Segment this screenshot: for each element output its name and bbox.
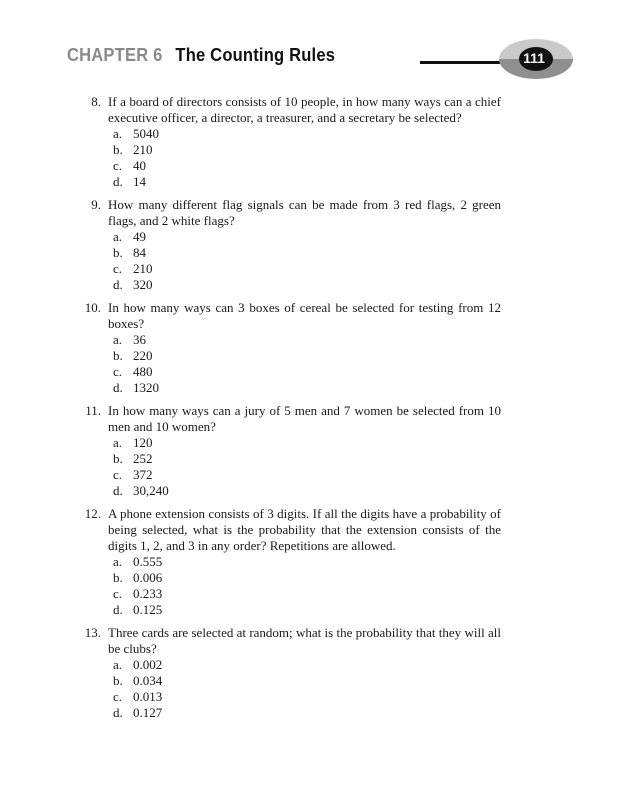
answer-options bbox=[113, 554, 501, 618]
option-letter: b. bbox=[113, 673, 123, 688]
answer-option bbox=[113, 277, 501, 293]
question-item bbox=[80, 506, 501, 618]
option-value: 5040 bbox=[133, 126, 159, 141]
question-number: 13. bbox=[84, 625, 101, 640]
answer-option bbox=[113, 261, 501, 277]
answer-option bbox=[113, 348, 501, 364]
chapter-title: The Counting Rules bbox=[175, 45, 336, 65]
option-value: 0.013 bbox=[133, 689, 163, 704]
answer-option bbox=[113, 705, 501, 721]
answer-options bbox=[113, 126, 501, 190]
option-value: 0.127 bbox=[133, 705, 163, 720]
option-letter: b. bbox=[113, 451, 123, 466]
chapter-label: CHAPTER 6 bbox=[67, 45, 163, 65]
question-item bbox=[80, 94, 501, 190]
question-number: 9. bbox=[91, 197, 101, 212]
option-letter: a. bbox=[113, 229, 123, 244]
answer-option bbox=[113, 380, 501, 396]
option-value: 30,240 bbox=[133, 483, 169, 498]
option-value: 84 bbox=[133, 245, 146, 260]
option-value: 0.125 bbox=[133, 602, 163, 617]
question-text: In how many ways can 3 boxes of cereal be selected for testing from 12 boxes? bbox=[108, 300, 501, 331]
answer-option bbox=[113, 554, 501, 570]
option-letter: b. bbox=[113, 570, 123, 585]
question-item bbox=[80, 197, 501, 293]
question-number: 10. bbox=[84, 300, 101, 315]
answer-option bbox=[113, 689, 501, 705]
option-letter: c. bbox=[113, 586, 123, 601]
answer-option bbox=[113, 570, 501, 586]
option-letter: d. bbox=[113, 483, 123, 498]
option-value: 40 bbox=[133, 158, 146, 173]
option-value: 36 bbox=[133, 332, 146, 347]
answer-option bbox=[113, 126, 501, 142]
question-number: 12. bbox=[84, 506, 101, 521]
option-letter: a. bbox=[113, 657, 123, 672]
option-letter: b. bbox=[113, 245, 123, 260]
option-letter: c. bbox=[113, 261, 123, 276]
option-value: 210 bbox=[133, 142, 153, 157]
page-number: 111 bbox=[523, 50, 545, 66]
answer-option bbox=[113, 332, 501, 348]
option-letter: d. bbox=[113, 380, 123, 395]
answer-option bbox=[113, 657, 501, 673]
option-letter: c. bbox=[113, 467, 123, 482]
option-letter: c. bbox=[113, 158, 123, 173]
answer-option bbox=[113, 142, 501, 158]
answer-option bbox=[113, 586, 501, 602]
option-value: 0.555 bbox=[133, 554, 163, 569]
question-item bbox=[80, 403, 501, 499]
option-value: 320 bbox=[133, 277, 153, 292]
option-value: 1320 bbox=[133, 380, 159, 395]
answer-options bbox=[113, 435, 501, 499]
question-number: 11. bbox=[85, 403, 101, 418]
question-text: Three cards are selected at random; what is the probability that they will all be clubs? bbox=[108, 625, 501, 656]
page-header bbox=[0, 0, 635, 90]
answer-option bbox=[113, 673, 501, 689]
option-letter: a. bbox=[113, 332, 123, 347]
answer-options bbox=[113, 229, 501, 293]
question-number: 8. bbox=[91, 94, 101, 109]
option-letter: b. bbox=[113, 142, 123, 157]
question-item bbox=[80, 300, 501, 396]
option-value: 14 bbox=[133, 174, 146, 189]
answer-option bbox=[113, 229, 501, 245]
option-value: 252 bbox=[133, 451, 153, 466]
chapter-heading bbox=[67, 45, 335, 66]
option-value: 220 bbox=[133, 348, 153, 363]
answer-option bbox=[113, 602, 501, 618]
answer-option bbox=[113, 158, 501, 174]
answer-options bbox=[113, 657, 501, 721]
answer-option bbox=[113, 174, 501, 190]
option-letter: d. bbox=[113, 277, 123, 292]
option-value: 0.233 bbox=[133, 586, 163, 601]
question-text: If a board of directors consists of 10 people, in how many ways can a chief executive officer, a director, a treasurer, and a secretary be selected? bbox=[108, 94, 501, 125]
answer-option bbox=[113, 483, 501, 499]
option-value: 49 bbox=[133, 229, 146, 244]
option-value: 480 bbox=[133, 364, 153, 379]
question-item bbox=[80, 625, 501, 721]
answer-options bbox=[113, 332, 501, 396]
answer-option bbox=[113, 245, 501, 261]
question-list bbox=[80, 94, 501, 728]
option-letter: d. bbox=[113, 602, 123, 617]
option-value: 0.002 bbox=[133, 657, 163, 672]
option-letter: a. bbox=[113, 435, 123, 450]
option-letter: b. bbox=[113, 348, 123, 363]
question-text: A phone extension consists of 3 digits. If all the digits have a probability of being selected, what is the probability that the extension consists of the digits 1, 2, and 3 in any order? Repetitions are allowed. bbox=[108, 506, 501, 553]
option-letter: c. bbox=[113, 689, 123, 704]
option-letter: d. bbox=[113, 174, 123, 189]
question-text: How many different flag signals can be made from 3 red flags, 2 green flags, and 2 white flags? bbox=[108, 197, 501, 228]
option-letter: d. bbox=[113, 705, 123, 720]
option-letter: a. bbox=[113, 126, 123, 141]
option-value: 372 bbox=[133, 467, 153, 482]
answer-option bbox=[113, 451, 501, 467]
option-value: 0.034 bbox=[133, 673, 163, 688]
option-value: 0.006 bbox=[133, 570, 163, 585]
answer-option bbox=[113, 435, 501, 451]
answer-option bbox=[113, 467, 501, 483]
option-letter: c. bbox=[113, 364, 123, 379]
question-text: In how many ways can a jury of 5 men and 7 women be selected from 10 men and 10 women? bbox=[108, 403, 501, 434]
option-value: 120 bbox=[133, 435, 153, 450]
answer-option bbox=[113, 364, 501, 380]
option-letter: a. bbox=[113, 554, 123, 569]
option-value: 210 bbox=[133, 261, 153, 276]
